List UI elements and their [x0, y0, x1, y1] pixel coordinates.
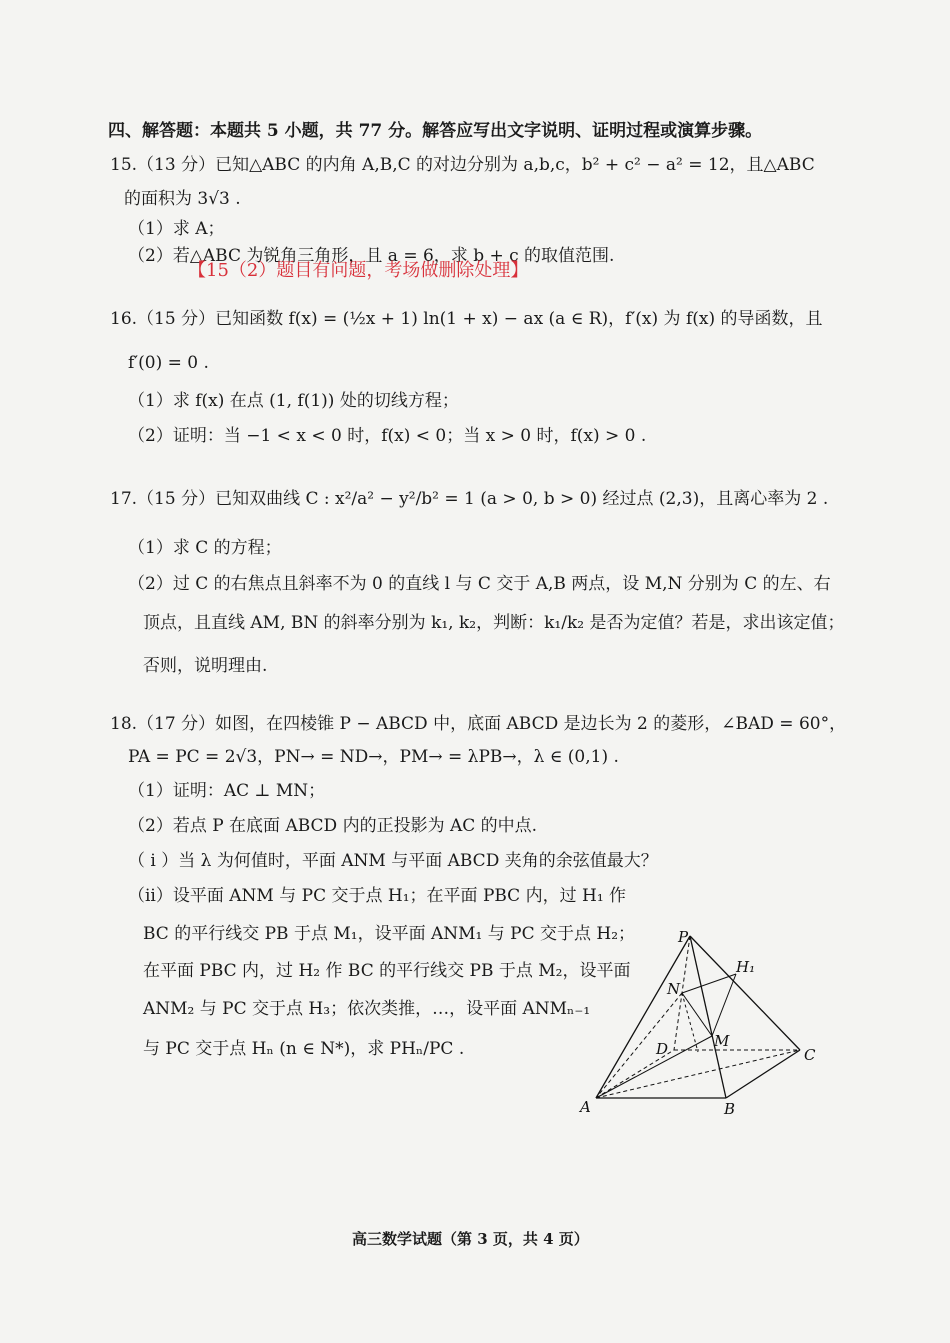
q18-sub-ii-line4: ANM₂ 与 PC 交于点 H₃；依次类推，…，设平面 ANMₙ₋₁: [143, 999, 591, 1019]
q17-part1: （1）求 C 的方程；: [128, 538, 282, 558]
edge-PB: [690, 936, 726, 1098]
q17-stem: 17.（15 分）已知双曲线 C : x²/a² − y²/b² = 1 (a > 0, b > 0) 经过点 (2,3)，且离心率为 2 .: [110, 489, 829, 509]
q18-sub-i: （ i ）当 λ 为何值时，平面 ANM 与平面 ABCD 夹角的余弦值最大？: [128, 851, 658, 871]
q16-stem-line2: f′(0) = 0 .: [128, 353, 209, 373]
q15-part2: （2）若△ABC 为锐角三角形，且 a = 6，求 b + c 的取值范围.: [128, 246, 615, 266]
edge-BC: [726, 1050, 800, 1098]
q15-stem-line1: 15.（13 分）已知△ABC 的内角 A,B,C 的对边分别为 a,b,c，b² + c² − a² = 12，且△ABC: [110, 155, 815, 175]
q15-part1: （1）求 A；: [128, 219, 225, 239]
q18-stem-line1: 18.（17 分）如图，在四棱锥 P − ABCD 中，底面 ABCD 是边长为 2 的菱形，∠BAD = 60°，: [110, 714, 847, 734]
q18-part1: （1）证明：AC ⊥ MN；: [128, 781, 326, 801]
q18-sub-ii-line5: 与 PC 交于点 Hₙ (n ∈ N*)，求 PHₙ/PC .: [143, 1039, 465, 1059]
q18-sub-ii-line3: 在平面 PBC 内，过 H₂ 作 BC 的平行线交 PB 于点 M₂，设平面: [143, 961, 631, 981]
q18-part2: （2）若点 P 在底面 ABCD 内的正投影为 AC 的中点.: [128, 816, 538, 836]
label-P: P: [678, 928, 689, 946]
edge-PC: [690, 936, 800, 1050]
label-B: B: [724, 1100, 736, 1118]
q18-sub-ii-line2: BC 的平行线交 PB 于点 M₁，设平面 ANM₁ 与 PC 交于点 H₂；: [143, 924, 636, 944]
label-C: C: [804, 1046, 816, 1064]
q15-deletion-note: 【15（2）题目有问题，考场做删除处理】: [188, 260, 529, 281]
diag-AC: [596, 1050, 800, 1098]
label-M: M: [714, 1032, 730, 1050]
q18-stem-line2: PA = PC = 2√3，PN→ = ND→，PM→ = λPB→，λ ∈ (0,1) .: [128, 747, 619, 767]
q17-part2-line1: （2）过 C 的右焦点且斜率不为 0 的直线 l 与 C 交于 A,B 两点，设 M,N 分别为 C 的左、右: [128, 574, 831, 594]
line-MH1: [712, 974, 736, 1036]
pyramid-figure: [578, 924, 828, 1124]
label-N: N: [667, 980, 681, 998]
label-D: D: [656, 1040, 669, 1058]
q16-part2: （2）证明：当 −1 < x < 0 时，f(x) < 0；当 x > 0 时，f(x) > 0 .: [128, 426, 647, 446]
q18-sub-ii-line1: （ii）设平面 ANM 与 PC 交于点 H₁；在平面 PBC 内，过 H₁ 作: [128, 886, 627, 906]
page-footer: 高三数学试题（第 3 页，共 4 页）: [352, 1230, 589, 1248]
q16-part1: （1）求 f(x) 在点 (1, f(1)) 处的切线方程；: [128, 391, 459, 411]
line-N-center: [682, 993, 698, 1052]
edge-PA: [596, 936, 690, 1098]
q17-part2-line3: 否则，说明理由.: [143, 656, 268, 676]
q17-part2-line2: 顶点，且直线 AM, BN 的斜率分别为 k₁, k₂，判断：k₁/k₂ 是否为定值？若是，求出该定值；: [143, 613, 845, 633]
section-heading: 四、解答题：本题共 5 小题，共 77 分。解答应写出文字说明、证明过程或演算步骤。: [108, 121, 763, 141]
q16-stem-line1: 16.（15 分）已知函数 f(x) = (½x + 1) ln(1 + x) − ax (a ∈ R)，f′(x) 为 f(x) 的导函数，且: [110, 309, 823, 329]
line-AN: [596, 993, 682, 1098]
label-H1: H₁: [736, 958, 756, 976]
q15-stem-line2: 的面积为 3√3 .: [124, 189, 241, 209]
label-A: A: [580, 1098, 591, 1116]
line-NH1: [682, 974, 736, 993]
